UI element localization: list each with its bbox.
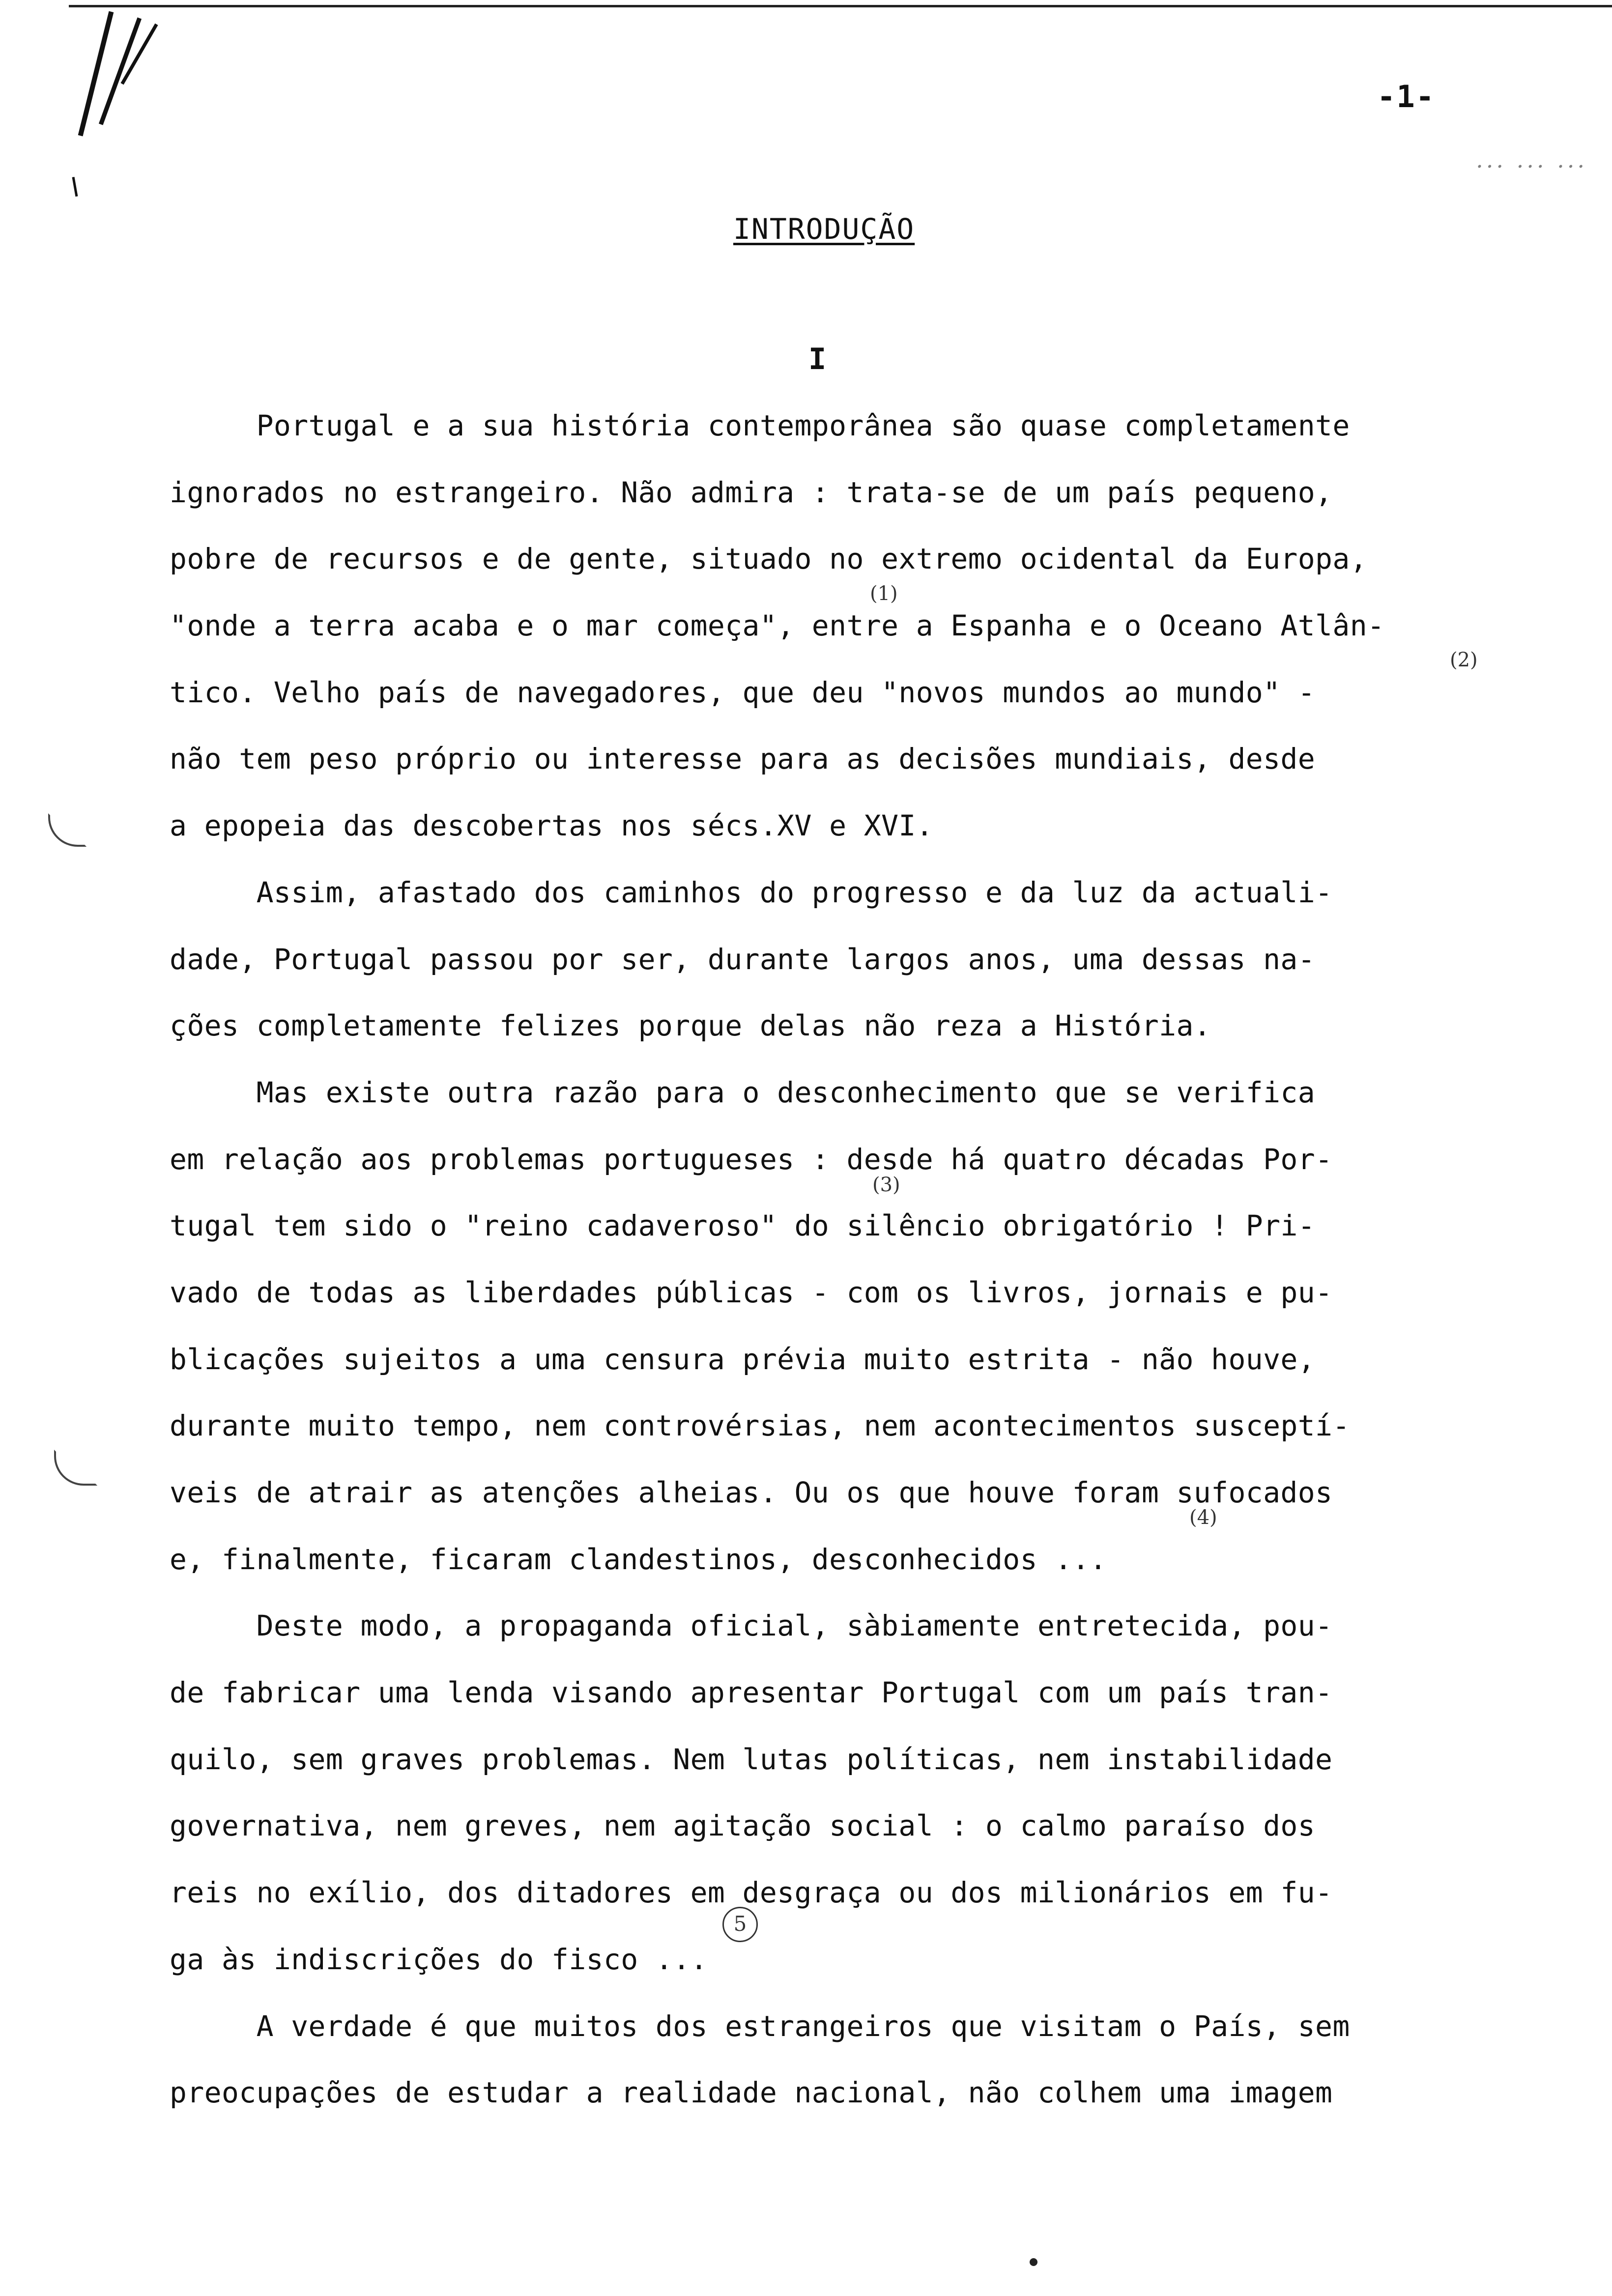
- page-dot: [1030, 2258, 1037, 2266]
- text-line: reis no exílio, dos ditadores em desgraça ou dos milionários em fu-: [170, 1876, 1333, 1910]
- footnote-mark: (2): [1450, 649, 1478, 671]
- footnote-mark: (4): [1189, 1506, 1217, 1529]
- text-line: de fabricar uma lenda visando apresentar Portugal com um país tran-: [170, 1676, 1333, 1710]
- text-line: preocupações de estudar a realidade nacional, não colhem uma imagem: [170, 2076, 1333, 2110]
- footnote-mark: (3): [872, 1174, 900, 1196]
- text-line: não tem peso próprio ou interesse para as decisões mundiais, desde: [170, 742, 1316, 776]
- handwritten-scribble: [72, 177, 78, 197]
- text-line: Portugal e a sua história contemporânea são quase completamente: [170, 409, 1350, 442]
- handwritten-scribble: [78, 11, 114, 137]
- text-line: Deste modo, a propaganda oficial, sàbiamente entretecida, pou-: [170, 1609, 1333, 1643]
- margin-mark: [54, 1450, 97, 1486]
- text-line: blicações sujeitos a uma censura prévia muito estrita - não houve,: [170, 1342, 1316, 1376]
- text-line: Mas existe outra razão para o desconhecimento que se verifica: [170, 1075, 1316, 1109]
- text-line: durante muito tempo, nem controvérsias, nem acontecimentos susceptí-: [170, 1409, 1350, 1443]
- text-line: "onde a terra acaba e o mar começa", entre a Espanha e o Oceano Atlân-: [170, 609, 1385, 643]
- section-number: I: [808, 342, 827, 376]
- text-line: a epopeia das descobertas nos sécs.XV e XVI.: [170, 809, 934, 843]
- text-line: quilo, sem graves problemas. Nem lutas políticas, nem instabilidade: [170, 1742, 1333, 1776]
- text-line: governativa, nem greves, nem agitação social : o calmo paraíso dos: [170, 1809, 1316, 1843]
- text-line: tico. Velho país de navegadores, que deu "novos mundos ao mundo" -: [170, 675, 1316, 709]
- body-text: [170, 408, 1531, 2142]
- text-line: ções completamente felizes porque delas não reza a História.: [170, 1009, 1211, 1043]
- handwritten-note: ... ... ...: [1476, 146, 1587, 173]
- text-line: tugal tem sido o "reino cadaveroso" do silêncio obrigatório ! Pri-: [170, 1209, 1316, 1243]
- text-line: vado de todas as liberdades públicas - com os livros, jornais e pu-: [170, 1275, 1333, 1309]
- text-line: dade, Portugal passou por ser, durante largos anos, uma dessas na-: [170, 942, 1316, 976]
- text-line: Assim, afastado dos caminhos do progresso e da luz da actuali-: [170, 875, 1333, 909]
- section-heading: INTRODUÇÃO: [733, 212, 915, 246]
- text-line: em relação aos problemas portugueses : desde há quatro décadas Por-: [170, 1142, 1333, 1176]
- text-line: pobre de recursos e de gente, situado no extremo ocidental da Europa,: [170, 542, 1368, 576]
- text-line: A verdade é que muitos dos estrangeiros que visitam o País, sem: [170, 2009, 1350, 2043]
- page-number: -1-: [1377, 79, 1435, 115]
- text-line: ga às indiscrições do fisco ...: [170, 1942, 708, 1976]
- text-line: veis de atrair as atenções alheias. Ou os que houve foram sufocados: [170, 1476, 1333, 1509]
- top-rule: [69, 5, 1612, 7]
- margin-mark: [48, 813, 86, 847]
- text-line: e, finalmente, ficaram clandestinos, desconhecidos ...: [170, 1542, 1107, 1576]
- footnote-mark-circled: 5: [722, 1907, 758, 1942]
- text-line: ignorados no estrangeiro. Não admira : trata-se de um país pequeno,: [170, 475, 1333, 509]
- footnote-mark: (1): [870, 582, 898, 605]
